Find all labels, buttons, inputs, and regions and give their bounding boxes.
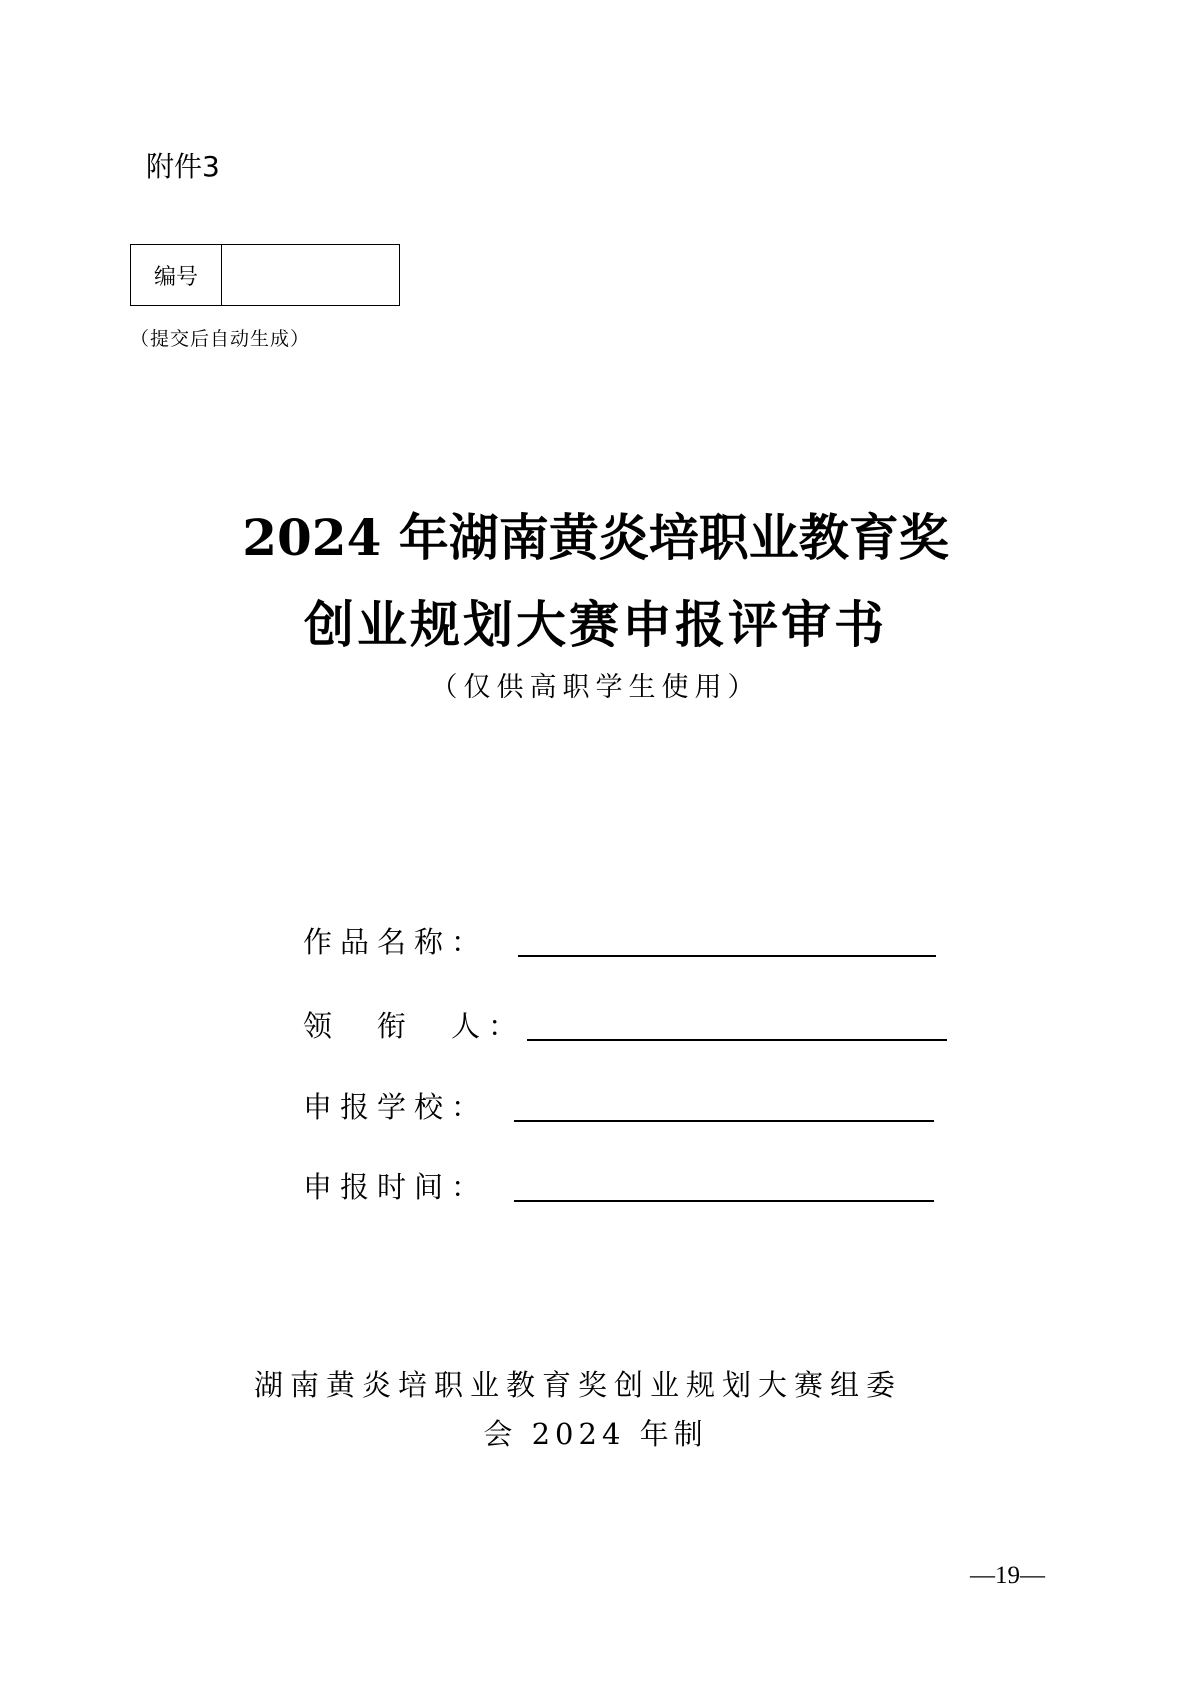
document-title-line2: 创业规划大赛申报评审书 [304,595,887,654]
organizer-line1: 湖南黄炎培职业教育奖创业规划大赛组委 [254,1368,903,1402]
date-field [303,1165,934,1206]
leader-field [303,1004,947,1045]
date-label: 申报时间： [303,1170,489,1204]
date-blank-line [514,1199,934,1202]
document-title-line1: 2024 年湖南黄炎培职业教育奖 [242,508,949,567]
organizer-line2: 会 2024 年制 [483,1417,708,1451]
serial-number-box [130,244,400,306]
document-subtitle: （仅供高职学生使用） [430,672,761,703]
school-field [303,1085,934,1126]
serial-number-note: （提交后自动生成） [130,328,311,350]
serial-number-value [222,245,399,305]
attachment-label: 附件3 [146,150,220,183]
serial-number-label: 编号 [131,245,222,305]
work-name-label: 作品名称： [303,925,489,959]
school-blank-line [514,1119,934,1122]
work-name-blank-line [518,954,936,957]
leader-label: 领 衔 人： [303,1009,526,1043]
page-number: —19— [970,1562,1045,1589]
work-name-field [303,920,936,961]
school-label: 申报学校： [303,1090,489,1124]
leader-blank-line [527,1038,947,1041]
